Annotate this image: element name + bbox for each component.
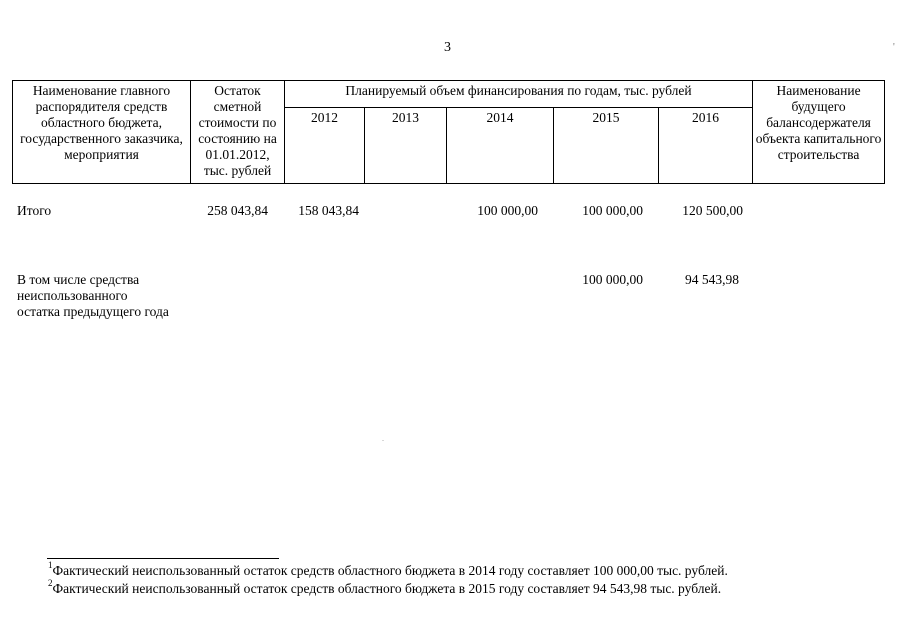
header-year-2013: 2013 xyxy=(365,108,447,184)
footnote-2 xyxy=(48,578,722,597)
footnote-2-mark: 2 xyxy=(48,578,53,588)
row-unused-2015: 100 000,00 xyxy=(582,272,643,287)
page-number: 3 xyxy=(444,40,451,55)
row-total-2012: 158 043,84 xyxy=(298,203,359,218)
footnote-1 xyxy=(48,560,728,579)
header-name-column: Наименование главного распорядителя средств областного бюджета, государственного заказчика, мероприятия xyxy=(13,81,191,184)
margin-mark: ' xyxy=(893,42,895,53)
footnote-separator xyxy=(47,558,279,559)
footnote-2-text: Фактический неиспользованный остаток средств областного бюджета в 2015 году составляет 94 543,98 тыс. рублей. xyxy=(52,581,722,596)
row-total-2014: 100 000,00 xyxy=(477,203,538,218)
header-year-2015: 2015 xyxy=(554,108,659,184)
header-year-2012: 2012 xyxy=(285,108,365,184)
row-total-2015: 100 000,00 xyxy=(582,203,643,218)
footnote-1-text: Фактический неиспользованный остаток средств областного бюджета в 2014 году составляет 100 000,00 тыс. рублей. xyxy=(52,563,728,578)
financing-table-header xyxy=(12,80,885,184)
row-unused-2016: 94 543,98 xyxy=(685,272,739,287)
row-unused-label: В том числе средства неиспользованного остатка предыдущего года xyxy=(17,272,169,320)
header-balance-holder-column: Наименование будущего балансодержателя объекта капитального строительства xyxy=(753,81,885,184)
row-total-2016: 120 500,00 xyxy=(682,203,743,218)
header-planned-financing: Планируемый объем финансирования по годам, тыс. рублей xyxy=(285,81,753,108)
row-total-label: Итого xyxy=(17,203,52,218)
scan-speck: . xyxy=(382,434,384,443)
row-total-remainder: 258 043,84 xyxy=(207,203,268,218)
header-year-2014: 2014 xyxy=(447,108,554,184)
footnote-1-mark: 1 xyxy=(48,560,53,570)
header-year-2016: 2016 xyxy=(659,108,753,184)
header-remainder-column: Остаток сметной стоимости по состоянию на 01.01.2012, тыс. рублей xyxy=(191,81,285,184)
